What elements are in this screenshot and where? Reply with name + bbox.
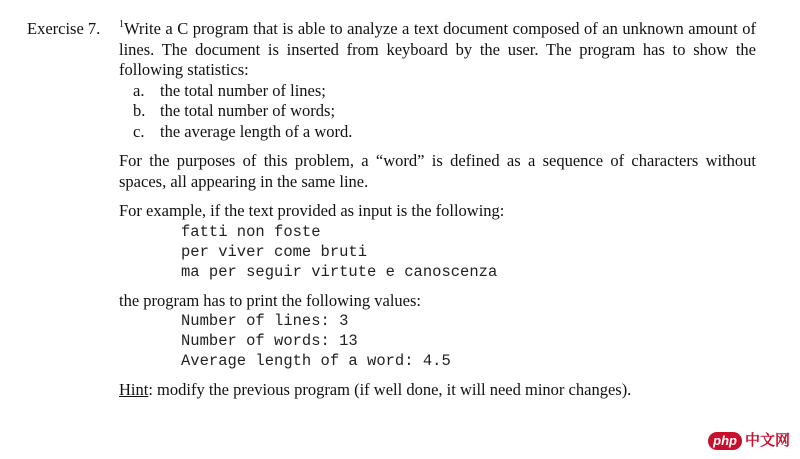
example-intro: For example, if the text provided as input is the following: bbox=[119, 201, 505, 220]
list-item-text: the total number of lines; bbox=[160, 80, 326, 100]
output-intro: the program has to print the following values: bbox=[119, 290, 421, 310]
hint bbox=[119, 380, 756, 401]
example-output-line: Number of words: 13 bbox=[181, 332, 358, 350]
intro-text: Write a C program that is able to analyze a text document composed of an unknown amount of lines. The document is inserted from keyboard by the user. The program has to show the following statistics: bbox=[119, 19, 756, 79]
hint-text: : modify the previous program (if well done, it will need minor changes). bbox=[148, 380, 632, 399]
example-input-line: per viver come bruti bbox=[181, 242, 368, 261]
site-watermark bbox=[708, 431, 790, 452]
exercise-intro bbox=[119, 19, 756, 81]
list-item bbox=[133, 81, 756, 102]
exercise-content bbox=[119, 19, 756, 401]
footnote-mark: 1 bbox=[119, 18, 124, 30]
php-logo-icon: php bbox=[708, 432, 742, 450]
list-marker: a. bbox=[133, 80, 145, 100]
list-marker: b. bbox=[133, 101, 146, 120]
statistics-list bbox=[119, 81, 756, 143]
list-item bbox=[133, 122, 756, 143]
watermark-text: 中文网 bbox=[744, 431, 790, 449]
exercise-label: Exercise 7. bbox=[27, 19, 101, 38]
list-item-text: the average length of a word. bbox=[160, 121, 353, 141]
example-input-line: fatti non foste bbox=[181, 222, 321, 241]
list-item bbox=[133, 101, 756, 122]
word-definition: For the purposes of this problem, a “word” is defined as a sequence of characters without spaces, all appearing in the same line. bbox=[119, 151, 756, 191]
list-item-text: the total number of words; bbox=[160, 101, 336, 120]
hint-label: Hint bbox=[119, 380, 149, 399]
example-output-line: Average length of a word: 4.5 bbox=[181, 352, 451, 370]
example-output-line: Number of lines: 3 bbox=[181, 312, 349, 330]
list-marker: c. bbox=[133, 121, 145, 141]
example-input-line: ma per seguir virtute e canoscenza bbox=[181, 262, 498, 281]
